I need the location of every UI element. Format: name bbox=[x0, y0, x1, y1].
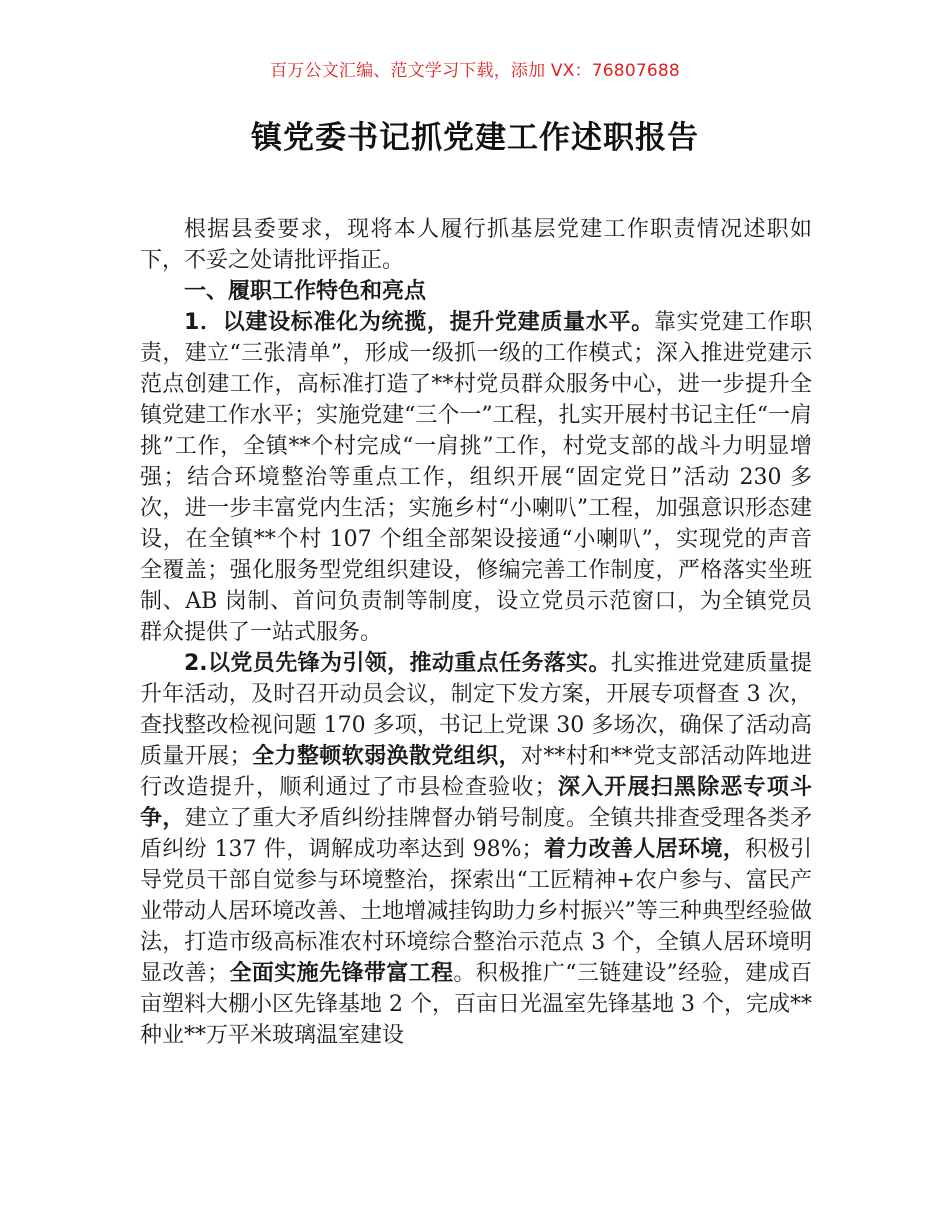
item2-lead4: 着力改善人居环境， bbox=[543, 837, 746, 862]
header-banner: 百万公文汇编、范文学习下载，添加 VX：76807688 bbox=[270, 61, 680, 81]
item1-text: 靠实党建工作职责，建立“三张清单”，形成一级抓一级的工作模式；深入推进党建示范点创建工作，高标准打造了**村党员群众服务中心，进一步提升全镇党建工作水平；实施党建“三个一”工程，扎实开展村书记主任“一肩挑”工作，全镇**个村完成“一肩挑”工作，村党支部的战斗力明显增强；结合环境整治等重点工作，组织开展“固定党日”活动 230 多次，进一步丰富党内生活；实施乡村“小喇叭”工程，加强意识形态建设，在全镇**个村 107 个组全部架设接通“小喇叭”，实现党的声音全覆盖；强化服务型党组织建设，修编完善工作制度，严格落实坐班制、AB 岗制、首问负责制等制度，设立党员示范窗口，为全镇党员群众提供了一站式服务。 bbox=[140, 310, 812, 645]
section-heading: 一、履职工作特色和亮点 bbox=[184, 279, 427, 304]
item2-text3: 建立了重大矛盾纠纷挂牌督办销号制度。全镇共排查受理各类矛盾纠纷 137 件，调解成功率达到 98%； bbox=[140, 806, 812, 862]
item2-paragraph bbox=[140, 648, 812, 1051]
item2-lead3: 深入开展扫黑除恶专项斗争， bbox=[140, 775, 812, 831]
document-body bbox=[140, 214, 812, 1051]
item2-lead: 2.以党员先锋为引领，推动重点任务落实。 bbox=[184, 651, 611, 676]
item1-paragraph bbox=[140, 307, 812, 648]
item2-lead5: 全面实施先锋带富工程 bbox=[229, 961, 454, 986]
item1-lead: 1．以建设标准化为统揽，提升党建质量水平。 bbox=[184, 310, 654, 335]
item2-text2: 对**村和**党支部活动阵地进行改造提升，顺利通过了市县检查验收； bbox=[140, 744, 812, 800]
item2-text5: 。积极推广“三链建设”经验，建成百亩塑料大棚小区先锋基地 2 个，百亩日光温室先锋基地 3 个，完成**种业**万平米玻璃温室建设 bbox=[140, 961, 812, 1048]
intro-paragraph: 根据县委要求，现将本人履行抓基层党建工作职责情况述职如下，不妥之处请批评指正。 bbox=[140, 217, 812, 273]
document-title: 镇党委书记抓党建工作述职报告 bbox=[251, 120, 699, 156]
item2-text1: 扎实推进党建质量提升年活动，及时召开动员会议，制定下发方案，开展专项督查 3 次，查找整改检视问题 170 多项，书记上党课 30 多场次，确保了活动高质量开展； bbox=[140, 651, 812, 769]
item2-lead2: 全力整顿软弱涣散党组织， bbox=[251, 744, 522, 769]
item2-text4: 积极引导党员干部自觉参与环境整治，探索出“工匠精神+农户参与、富民产业带动人居环境改善、土地增减挂钩助力乡村振兴”等三种典型经验做法，打造市级高标准农村环境综合整治示范点 3 个，全镇人居环境明显改善； bbox=[140, 837, 812, 986]
